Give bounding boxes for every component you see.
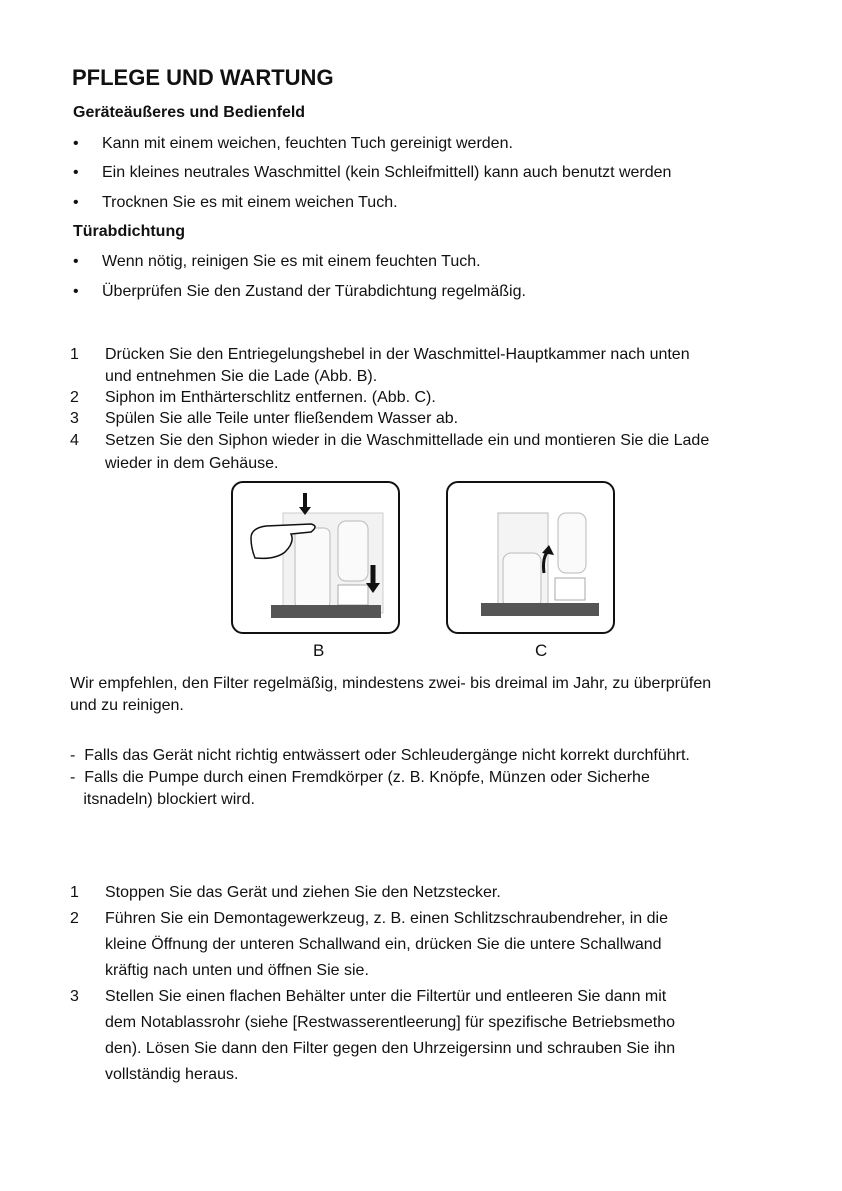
step-text: vollständig heraus. [105,1066,239,1083]
paragraph-line: und zu reinigen. [70,697,184,714]
dash-item: itsnadeln) blockiert wird. [70,791,255,808]
drawer-illustration-icon [233,483,398,632]
bullet-text: Überprüfen Sie den Zustand der Türabdichtung regelmäßig. [102,283,526,300]
paragraph-line: Wir empfehlen, den Filter regelmäßig, mindestens zwei- bis dreimal im Jahr, zu überprüfen [70,675,712,692]
step-number: 1 [70,884,79,901]
dash-item: - Falls die Pumpe durch einen Fremdkörper (z. B. Knöpfe, Münzen oder Sicherhe [70,769,650,786]
figure-b-drawer-release [231,481,400,634]
step-number: 2 [70,910,79,927]
bullet: • [73,253,79,270]
step-text: Stellen Sie einen flachen Behälter unter die Filtertür und entleeren Sie dann mit [105,988,667,1005]
step-text: wieder in dem Gehäuse. [105,455,279,472]
section-heading: Türabdichtung [73,223,185,240]
step-number: 1 [70,346,79,363]
step-text: den). Lösen Sie dann den Filter gegen den Uhrzeigersinn und schrauben Sie ihn [105,1040,676,1057]
figure-label-b: B [313,641,325,660]
figure-c-siphon-removal [446,481,615,634]
dash-item: - Falls das Gerät nicht richtig entwässert oder Schleudergänge nicht korrekt durchführt. [70,747,690,764]
step-text: kleine Öffnung der unteren Schallwand ein, drücken Sie die untere Schallwand [105,936,662,953]
bullet-text: Wenn nötig, reinigen Sie es mit einem feuchten Tuch. [102,253,481,270]
step-number: 2 [70,389,79,406]
section-heading: Geräteäußeres und Bedienfeld [73,104,306,121]
bullet: • [73,194,79,211]
step-number: 3 [70,988,79,1005]
bullet-text: Trocknen Sie es mit einem weichen Tuch. [102,194,398,211]
siphon-illustration-icon [448,483,613,632]
step-text: kräftig nach unten und öffnen Sie sie. [105,962,369,979]
step-text: dem Notablassrohr (siehe [Restwasserentleerung] für spezifische Betriebsmetho [105,1014,676,1031]
page-title: PFLEGE UND WARTUNG [72,65,334,90]
bullet-text: Kann mit einem weichen, feuchten Tuch gereinigt werden. [102,135,513,152]
bullet: • [73,283,79,300]
step-number: 4 [70,432,79,449]
step-text: und entnehmen Sie die Lade (Abb. B). [105,368,378,385]
step-text: Führen Sie ein Demontagewerkzeug, z. B. einen Schlitzschraubendreher, in die [105,910,668,927]
step-text: Spülen Sie alle Teile unter fließendem Wasser ab. [105,410,459,427]
bullet-text: Ein kleines neutrales Waschmittel (kein Schleifmittell) kann auch benutzt werden [102,164,672,181]
step-text: Stoppen Sie das Gerät und ziehen Sie den Netzstecker. [105,884,501,901]
bullet: • [73,164,79,181]
figure-label-c: C [535,641,548,660]
step-text: Siphon im Enthärterschlitz entfernen. (Abb. C). [105,389,436,406]
step-text: Setzen Sie den Siphon wieder in die Waschmittellade ein und montieren Sie die Lade [105,432,710,449]
step-text: Drücken Sie den Entriegelungshebel in der Waschmittel-Hauptkammer nach unten [105,346,690,363]
step-number: 3 [70,410,79,427]
bullet: • [73,135,79,152]
